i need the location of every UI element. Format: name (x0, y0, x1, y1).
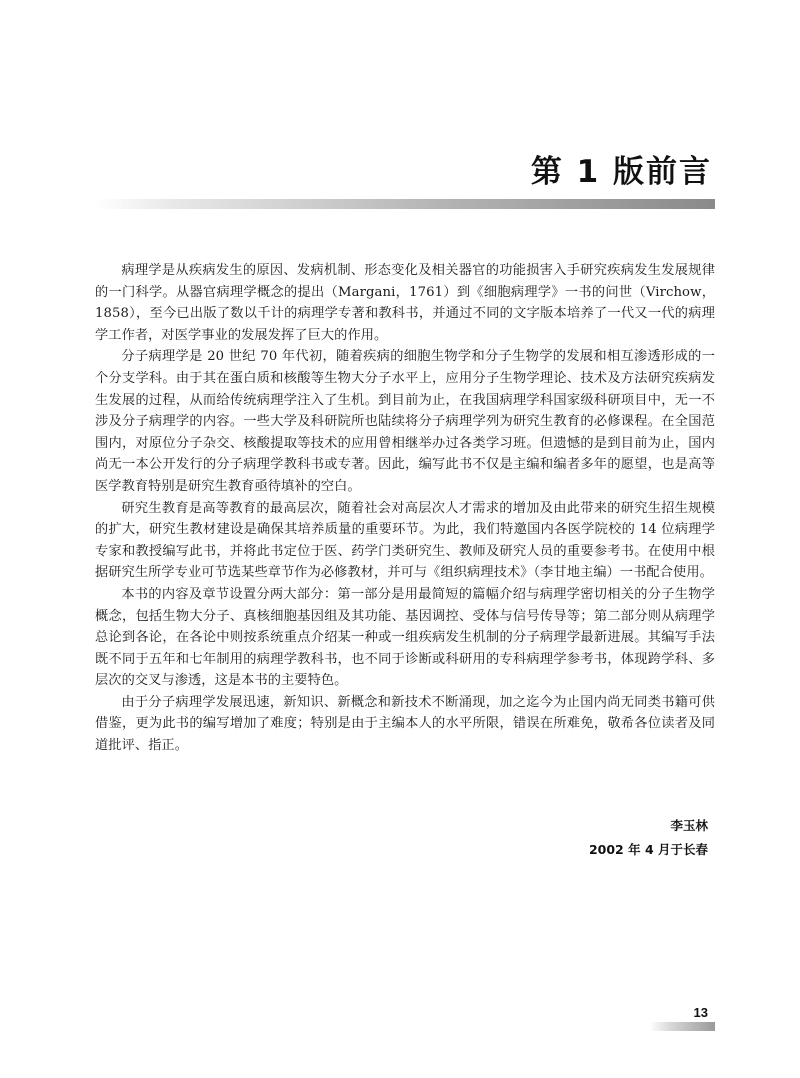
preface-body (95, 260, 715, 757)
page-number: 13 (693, 1005, 708, 1020)
preface-paragraph: 本书的内容及章节设置分两大部分：第一部分是用最简短的篇幅介绍与病理学密切相关的分子生物学概念，包括生物大分子、真核细胞基因组及其功能、基因调控、受体与信号传导等；第二部分则从病理学总论到各论，在各论中则按系统重点介绍某一种或一组疾病发生机制的分子病理学最新进展。其编写手法既不同于五年和七年制用的病理学教科书，也不同于诊断或科研用的专科病理学参考书，体现跨学科、多层次的交叉与渗透，这是本书的主要特色。 (95, 586, 715, 689)
author-name: 李玉林 (670, 818, 708, 833)
date-place: 2002 年 4 月于长春 (588, 842, 708, 857)
footer-divider (650, 1022, 715, 1031)
preface-paragraph: 由于分子病理学发展迅速，新知识、新概念和新技术不断涌现，加之迄今为止国内尚无同类书籍可供借鉴，更为此书的编写增加了难度；特别是由于主编本人的水平所限，错误在所难免，敬希各位读者及同道批评、指正。 (95, 694, 715, 754)
preface-paragraph: 研究生教育是高等教育的最高层次，随着社会对高层次人才需求的增加及由此带来的研究生招生规模的扩大，研究生教材建设是确保其培养质量的重要环节。为此，我们特邀国内各医学院校的 14 位病理学专家和教授编写此书，并将此书定位于医、药学门类研究生、教师及研究人员的重要参考书。在使用中根据研究生所学专业可节选某些章节作为必修教材，并可与《组织病理技术》（李甘地主编）一书配合使用。 (95, 500, 715, 581)
page-title: 第 1 版前言 (530, 154, 712, 190)
signature-block (589, 814, 708, 862)
title-divider (95, 199, 715, 209)
preface-paragraph: 分子病理学是 20 世纪 70 年代初，随着疾病的细胞生物学和分子生物学的发展和相互渗透形成的一个分支学科。由于其在蛋白质和核酸等生物大分子水平上，应用分子生物学理论、技术及方法研究疾病发生发展的过程，从而给传统病理学注入了生机。到目前为止，在我国病理学科国家级科研项目中，无一不涉及分子病理学的内容。一些大学及科研院所也陆续将分子病理学列为研究生教育的必修课程。在全国范围内，对原位分子杂交、核酸提取等技术的应用曾相继举办过各类学习班。但遗憾的是到目前为止，国内尚无一本公开发行的分子病理学教科书或专著。因此，编写此书不仅是主编和编者多年的愿望，也是高等医学教育特别是研究生教育亟待填补的空白。 (95, 349, 715, 494)
preface-paragraph: 病理学是从疾病发生的原因、发病机制、形态变化及相关器官的功能损害入手研究疾病发生发展规律的一门科学。从器官病理学概念的提出（Margani，1761）到《细胞病理学》一书的问世（Virchow，1858），至今已出版了数以千计的病理学专著和教科书，并通过不同的文字版本培养了一代又一代的病理学工作者，对医学事业的发展发挥了巨大的作用。 (95, 263, 715, 343)
